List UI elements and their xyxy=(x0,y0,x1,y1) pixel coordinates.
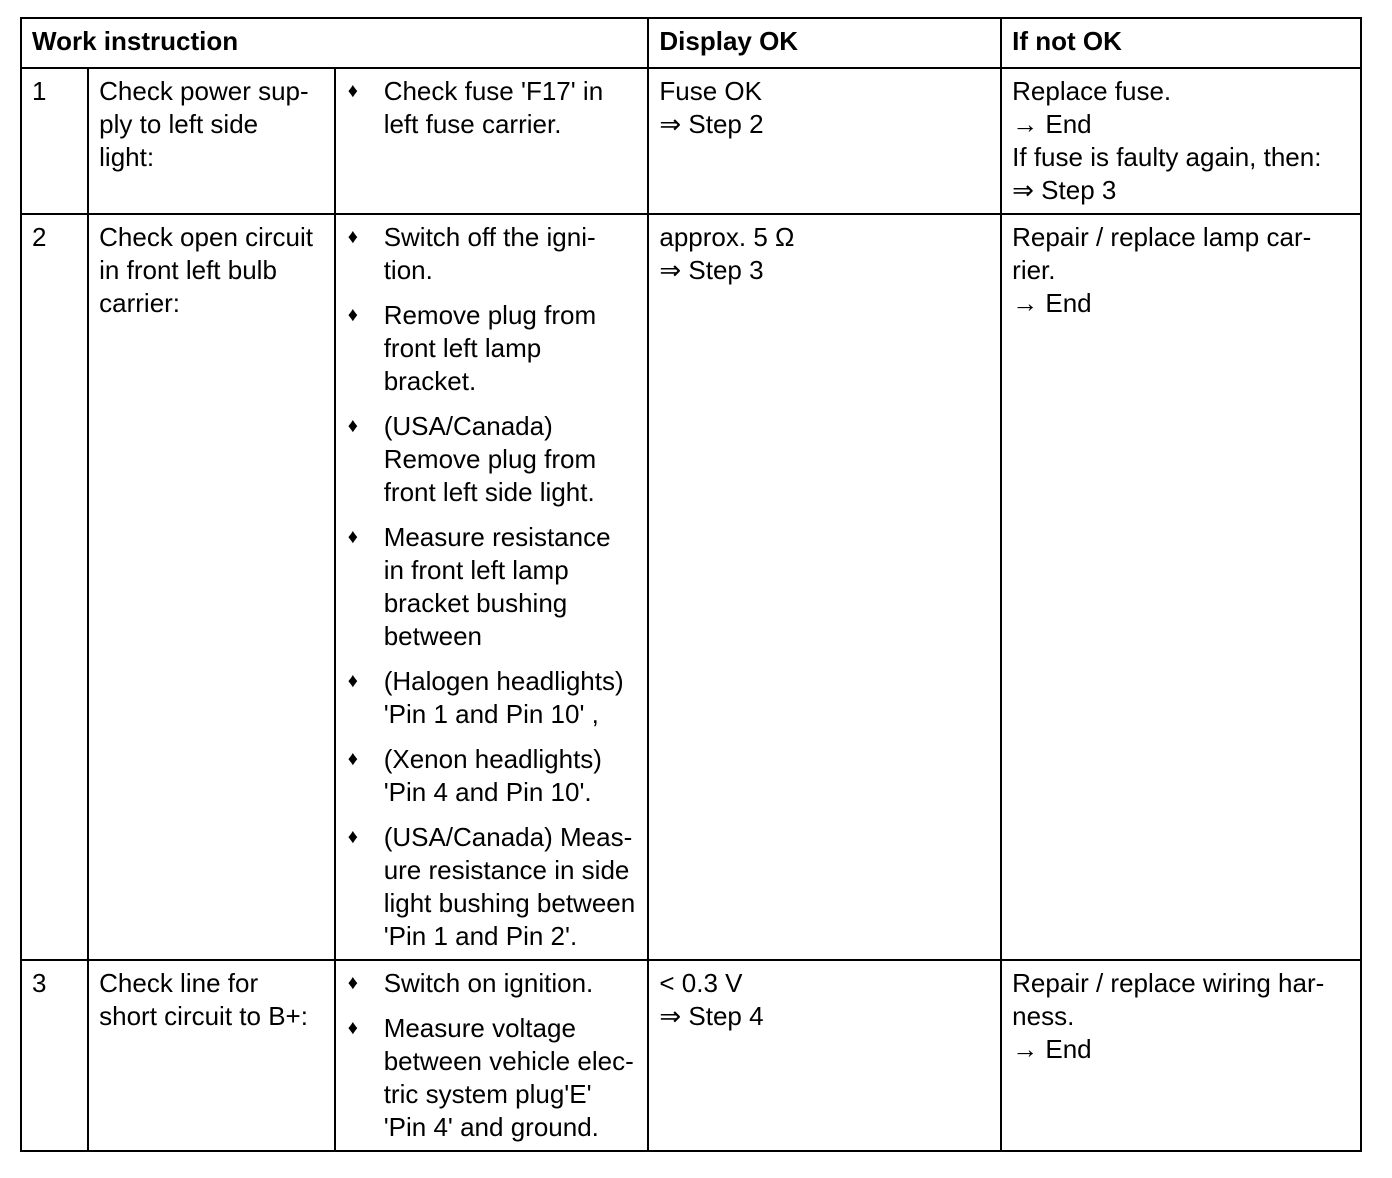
action-line: light bushing between xyxy=(383,888,636,918)
diamond-bullet-icon: ♦ xyxy=(347,748,358,770)
diamond-bullet-icon: ♦ xyxy=(347,1017,358,1039)
action-line: (USA/Canada) xyxy=(383,411,553,441)
action-line: between vehicle elec- xyxy=(383,1046,634,1076)
action-list xyxy=(346,967,638,1144)
action-line: 'Pin 1 and Pin 2'. xyxy=(383,921,578,951)
instruction-cell xyxy=(88,68,335,214)
action-item xyxy=(346,967,638,1000)
diamond-bullet-icon: ♦ xyxy=(347,415,358,437)
action-item xyxy=(346,521,638,653)
if-not-ok-line: → End xyxy=(1012,288,1092,318)
action-text xyxy=(384,299,638,398)
action-text xyxy=(384,221,638,287)
diamond-bullet-icon: ♦ xyxy=(347,226,358,248)
if-not-ok-line: Repair / replace wiring har- xyxy=(1012,968,1325,998)
action-line: (USA/Canada) Meas- xyxy=(383,822,633,852)
if-not-ok-cell xyxy=(1001,214,1361,960)
action-text xyxy=(384,821,638,953)
action-line: Measure voltage xyxy=(383,1013,576,1043)
action-line: in front left lamp xyxy=(383,555,569,585)
if-not-ok-cell xyxy=(1001,960,1361,1151)
action-item xyxy=(346,221,638,287)
instruction-line: in front left bulb xyxy=(99,255,277,285)
if-not-ok-line: ⇒ Step 3 xyxy=(1012,175,1117,205)
display-ok-line: approx. 5 Ω xyxy=(659,222,795,252)
if-not-ok-line: Replace fuse. xyxy=(1012,76,1172,106)
action-line: front left lamp xyxy=(383,333,542,363)
action-line: ure resistance in side xyxy=(383,855,630,885)
action-text xyxy=(384,743,638,809)
instruction-cell xyxy=(88,214,335,960)
instruction-cell xyxy=(88,960,335,1151)
action-line: front left side light. xyxy=(383,477,595,507)
action-line: bracket bushing xyxy=(383,588,568,618)
action-line: Check fuse 'F17' in xyxy=(383,76,604,106)
display-ok-cell xyxy=(648,960,1001,1151)
action-line: between xyxy=(383,621,482,651)
step-number: 3 xyxy=(21,960,88,1151)
action-item xyxy=(346,821,638,953)
action-line: Remove plug from xyxy=(383,444,597,474)
if-not-ok-line: If fuse is faulty again, then: xyxy=(1012,142,1322,172)
action-line: bracket. xyxy=(383,366,477,396)
display-ok-line: Fuse OK xyxy=(659,76,762,106)
display-ok-cell xyxy=(648,214,1001,960)
display-ok-line: ⇒ Step 3 xyxy=(659,255,764,285)
instruction-line: Check line for xyxy=(99,968,259,998)
diamond-bullet-icon: ♦ xyxy=(347,304,358,326)
action-item xyxy=(346,75,638,141)
table-row xyxy=(21,68,1361,214)
action-line: Remove plug from xyxy=(383,300,597,330)
instruction-line: short circuit to B+: xyxy=(99,1001,308,1031)
instruction-line: light: xyxy=(99,142,155,172)
instruction-line: Check power sup- xyxy=(99,76,309,106)
if-not-ok-line: Repair / replace lamp car- xyxy=(1012,222,1312,252)
header-if-not-ok: If not OK xyxy=(1001,18,1361,68)
diamond-bullet-icon: ♦ xyxy=(347,80,358,102)
table-row xyxy=(21,960,1361,1151)
if-not-ok-line: → End xyxy=(1012,1034,1092,1064)
actions-cell xyxy=(335,68,649,214)
work-instruction-table xyxy=(20,17,1362,1152)
instruction-line: carrier: xyxy=(99,288,181,318)
diamond-bullet-icon: ♦ xyxy=(347,826,358,848)
action-text xyxy=(384,967,638,1000)
if-not-ok-line: rier. xyxy=(1012,255,1056,285)
action-line: (Halogen headlights) xyxy=(383,666,624,696)
display-ok-line: ⇒ Step 4 xyxy=(659,1001,764,1031)
display-ok-line: < 0.3 V xyxy=(659,968,743,998)
action-list xyxy=(346,221,638,953)
header-display-ok: Display OK xyxy=(648,18,1001,68)
action-item xyxy=(346,743,638,809)
action-text xyxy=(384,1012,638,1144)
diamond-bullet-icon: ♦ xyxy=(347,670,358,692)
action-line: 'Pin 4 and Pin 10'. xyxy=(383,777,592,807)
action-line: tric system plug'E' xyxy=(383,1079,592,1109)
instruction-line: Check open circuit xyxy=(99,222,314,252)
action-line: 'Pin 1 and Pin 10' , xyxy=(383,699,599,729)
action-line: left fuse carrier. xyxy=(383,109,562,139)
action-line: Switch off the igni- xyxy=(383,222,596,252)
if-not-ok-line: ness. xyxy=(1012,1001,1075,1031)
action-text xyxy=(384,410,638,509)
action-text xyxy=(384,665,638,731)
action-line: Measure resistance xyxy=(383,522,611,552)
action-item xyxy=(346,1012,638,1144)
display-ok-cell xyxy=(648,68,1001,214)
action-item xyxy=(346,665,638,731)
action-line: tion. xyxy=(383,255,433,285)
action-text xyxy=(384,75,638,141)
step-number: 2 xyxy=(21,214,88,960)
action-list xyxy=(346,75,638,141)
action-item xyxy=(346,299,638,398)
action-text xyxy=(384,521,638,653)
action-item xyxy=(346,410,638,509)
if-not-ok-cell xyxy=(1001,68,1361,214)
header-row xyxy=(21,18,1361,68)
step-number: 1 xyxy=(21,68,88,214)
action-line: (Xenon headlights) xyxy=(383,744,602,774)
actions-cell xyxy=(335,960,649,1151)
if-not-ok-line: → End xyxy=(1012,109,1092,139)
header-work-instruction: Work instruction xyxy=(21,18,648,68)
actions-cell xyxy=(335,214,649,960)
action-line: Switch on ignition. xyxy=(383,968,594,998)
diamond-bullet-icon: ♦ xyxy=(347,526,358,548)
diamond-bullet-icon: ♦ xyxy=(347,972,358,994)
display-ok-line: ⇒ Step 2 xyxy=(659,109,764,139)
table-row xyxy=(21,214,1361,960)
instruction-line: ply to left side xyxy=(99,109,259,139)
action-line: 'Pin 4' and ground. xyxy=(383,1112,599,1142)
